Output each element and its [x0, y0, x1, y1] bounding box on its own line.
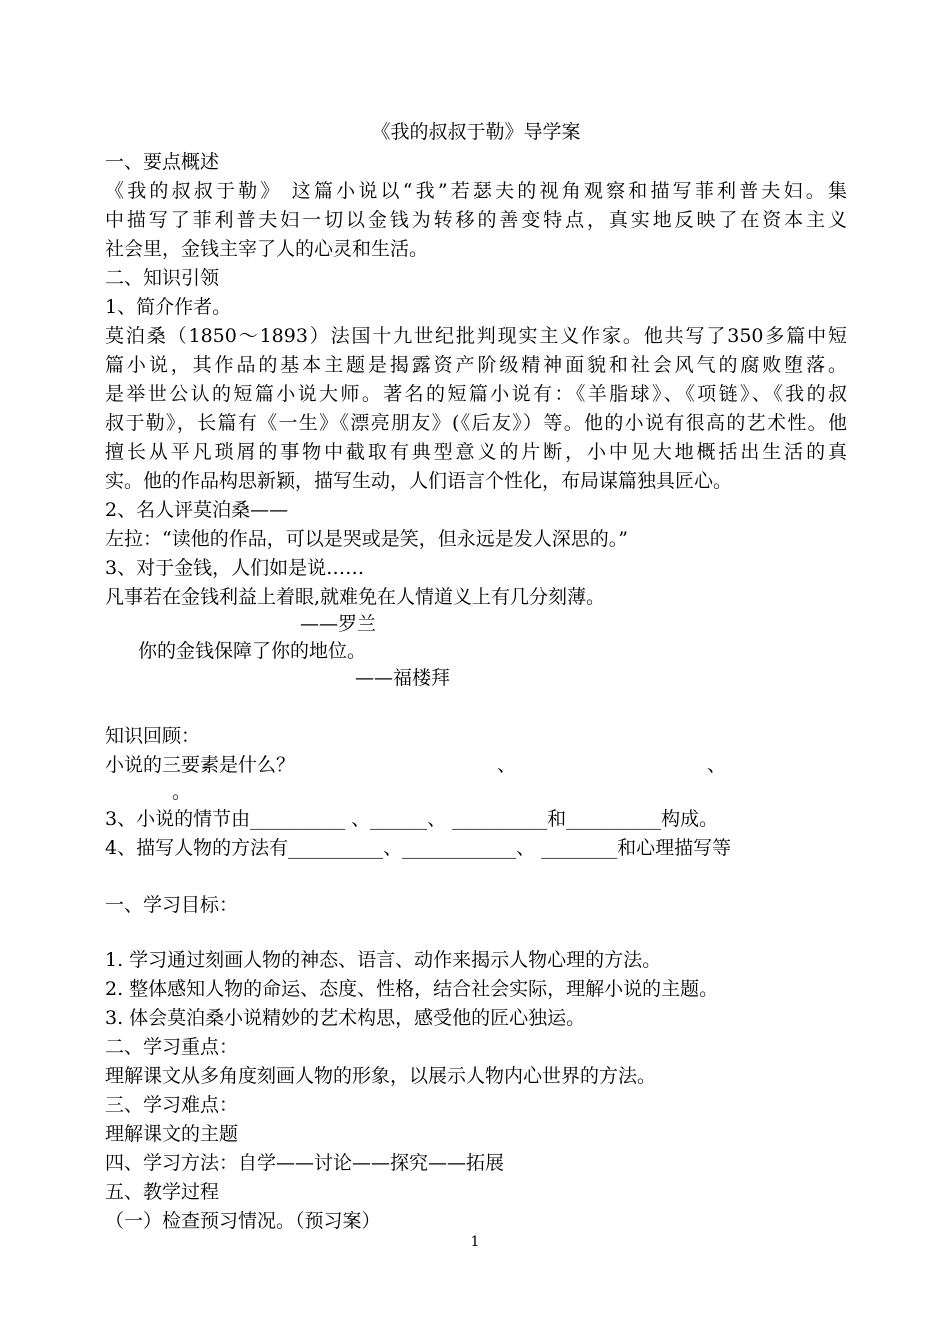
document-title: 《我的叔叔于勒》导学案 — [371, 121, 581, 143]
description-methods-question: 4、描写人物的方法有__________、____________、 ________和心理描写等 — [105, 837, 732, 859]
objective-item-3: 3. 体会莫泊桑小说精妙的艺术构思，感受他的匠心独运。 — [105, 1007, 586, 1029]
review-question-text: 小说的三要素是什么？ — [105, 754, 296, 776]
money-sayings-heading: 3、对于金钱，人们如是说…… — [105, 557, 365, 579]
money-quote-2: 你的金钱保障了你的地位。 — [138, 640, 367, 662]
overview-line-1: 《我的叔叔于勒》 这篇小说以“我”若瑟夫的视角观察和描写菲利普夫妇。集 — [105, 180, 847, 202]
money-quote-2-author: ——福楼拜 — [355, 667, 451, 689]
author-intro-heading: 1、简介作者。 — [105, 296, 232, 318]
author-intro-line-4: 叔于勒》，长篇有《一生》《漂亮朋友》(《后友》）等。他的小说有很高的艺术性。他 — [105, 412, 847, 434]
objectives-heading: 一、学习目标： — [105, 894, 239, 916]
critics-heading: 2、名人评莫泊桑—— — [105, 499, 289, 521]
author-intro-line-3: 是举世公认的短篇小说大师。著名的短篇小说有：《羊脂球》、《项链》、《我的叔 — [105, 383, 847, 405]
overview-line-3: 社会里，金钱主宰了人的心灵和生活。 — [105, 238, 429, 260]
money-quote-1: 凡事若在金钱利益上着眼,就难免在人情道义上有几分刻薄。 — [105, 586, 606, 608]
author-intro-line-5: 擅长从平凡琐屑的事物中截取有典型意义的片断，小中见大地概括出生活的真 — [105, 441, 847, 463]
difficulties-text: 理解课文的主题 — [105, 1123, 239, 1145]
author-intro-line-1: 莫泊桑（1850～1893）法国十九世纪批判现实主义作家。他共写了350多篇中短 — [105, 325, 847, 347]
review-question-end: 。 — [172, 781, 192, 803]
zola-quote: 左拉：“读他的作品，可以是哭或是笑，但永远是发人深思的。” — [105, 528, 628, 550]
section-heading-overview: 一、要点概述 — [105, 151, 220, 173]
keypoints-text: 理解课文从多角度刻画人物的形象，以展示人物内心世界的方法。 — [105, 1065, 657, 1087]
money-quote-1-author: ——罗兰 — [300, 613, 377, 635]
process-step-1: （一）检查预习情况。（预习案） — [105, 1210, 381, 1232]
page-number: 1 — [470, 1234, 480, 1250]
difficulties-heading: 三、学习难点： — [105, 1094, 239, 1116]
keypoints-heading: 二、学习重点： — [105, 1036, 239, 1058]
review-separator-2: 、 — [707, 754, 727, 776]
section-heading-knowledge: 二、知识引领 — [105, 267, 220, 289]
learning-method: 四、学习方法：自学——讨论——探究——拓展 — [105, 1152, 505, 1174]
objective-item-1: 1. 学习通过刻画人物的神态、语言、动作来揭示人物心理的方法。 — [105, 949, 662, 971]
overview-line-2: 中描写了菲利普夫妇一切以金钱为转移的善变特点，真实地反映了在资本主义 — [105, 209, 847, 231]
plot-question: 3、小说的情节由__________ 、______、 __________和__________构成。 — [105, 808, 719, 830]
review-heading: 知识回顾： — [105, 725, 201, 747]
process-heading: 五、教学过程 — [105, 1181, 220, 1203]
review-question-elements — [105, 751, 847, 779]
author-intro-line-2: 篇小说，其作品的基本主题是揭露资产阶级精神面貌和社会风气的腐败堕落。 — [105, 354, 847, 376]
objective-item-2: 2. 整体感知人物的命运、态度、性格，结合社会实际，理解小说的主题。 — [105, 978, 719, 1000]
review-separator-1: 、 — [497, 754, 517, 776]
author-intro-line-6: 实。他的作品构思新颖，描写生动，人们语言个性化，布局谋篇独具匠心。 — [105, 470, 733, 492]
